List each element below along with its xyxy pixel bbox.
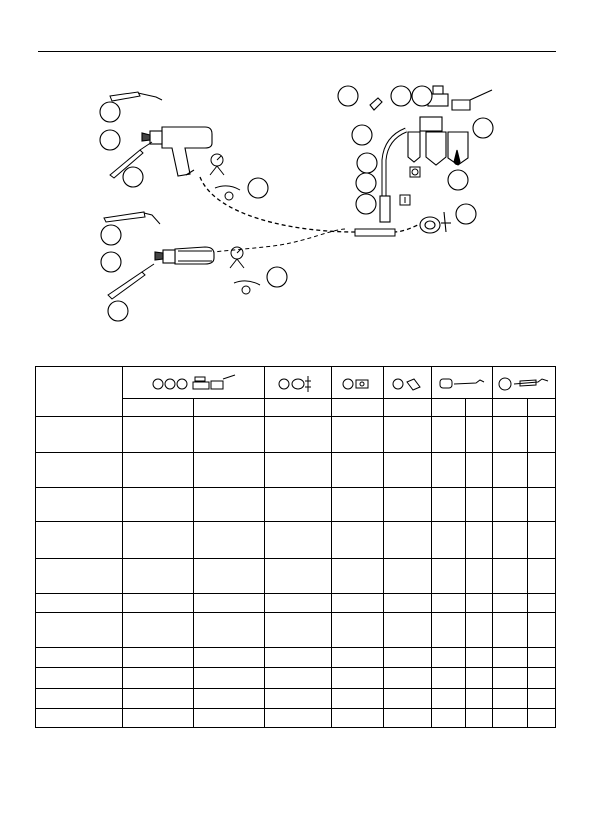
- subheader-cell: [123, 399, 194, 417]
- straight-drill: [155, 247, 214, 264]
- pistol-drill: [142, 127, 212, 176]
- table-row: [36, 648, 556, 668]
- header-hose-diameter-cell: [265, 367, 332, 399]
- subheader-cell: [265, 399, 332, 417]
- header-whip-hose-cell: [493, 367, 556, 399]
- table-row: [36, 417, 556, 452]
- header-nipple-cell: [384, 367, 432, 399]
- header-coupling-cell: [332, 367, 384, 399]
- table-row: [36, 668, 556, 688]
- table-row: [36, 593, 556, 612]
- nipple-icon: [392, 374, 424, 392]
- specification-table: [35, 366, 555, 728]
- header-hose-assembly-cell: [432, 367, 493, 399]
- header-blank-cell: [36, 367, 123, 417]
- table-row: [36, 612, 556, 647]
- subheader-cell: [466, 399, 493, 417]
- table-row: [36, 487, 556, 521]
- subheader-cell: [493, 399, 528, 417]
- hose-assembly-icon: [438, 374, 486, 392]
- indicator-boxes: [400, 167, 420, 205]
- subheader-cell: [432, 399, 466, 417]
- pressure-gauge-icons: [210, 154, 260, 294]
- installation-diagram: [0, 0, 596, 345]
- coupling-icon: [342, 374, 374, 392]
- subheader-cell: [332, 399, 384, 417]
- subheader-cell: [528, 399, 556, 417]
- table-row: [36, 558, 556, 593]
- whip-hose-icon: [498, 374, 550, 392]
- table-row: [36, 688, 556, 708]
- table-row: [36, 708, 556, 727]
- table-row: [36, 452, 556, 487]
- table-row: [36, 522, 556, 558]
- subheader-cell: [194, 399, 265, 417]
- air-hose: [200, 177, 428, 252]
- frl-unit-icon: [151, 374, 237, 392]
- header-frl-cell: [123, 367, 265, 399]
- subheader-cell: [384, 399, 432, 417]
- hose-diameter-icon: [278, 374, 318, 392]
